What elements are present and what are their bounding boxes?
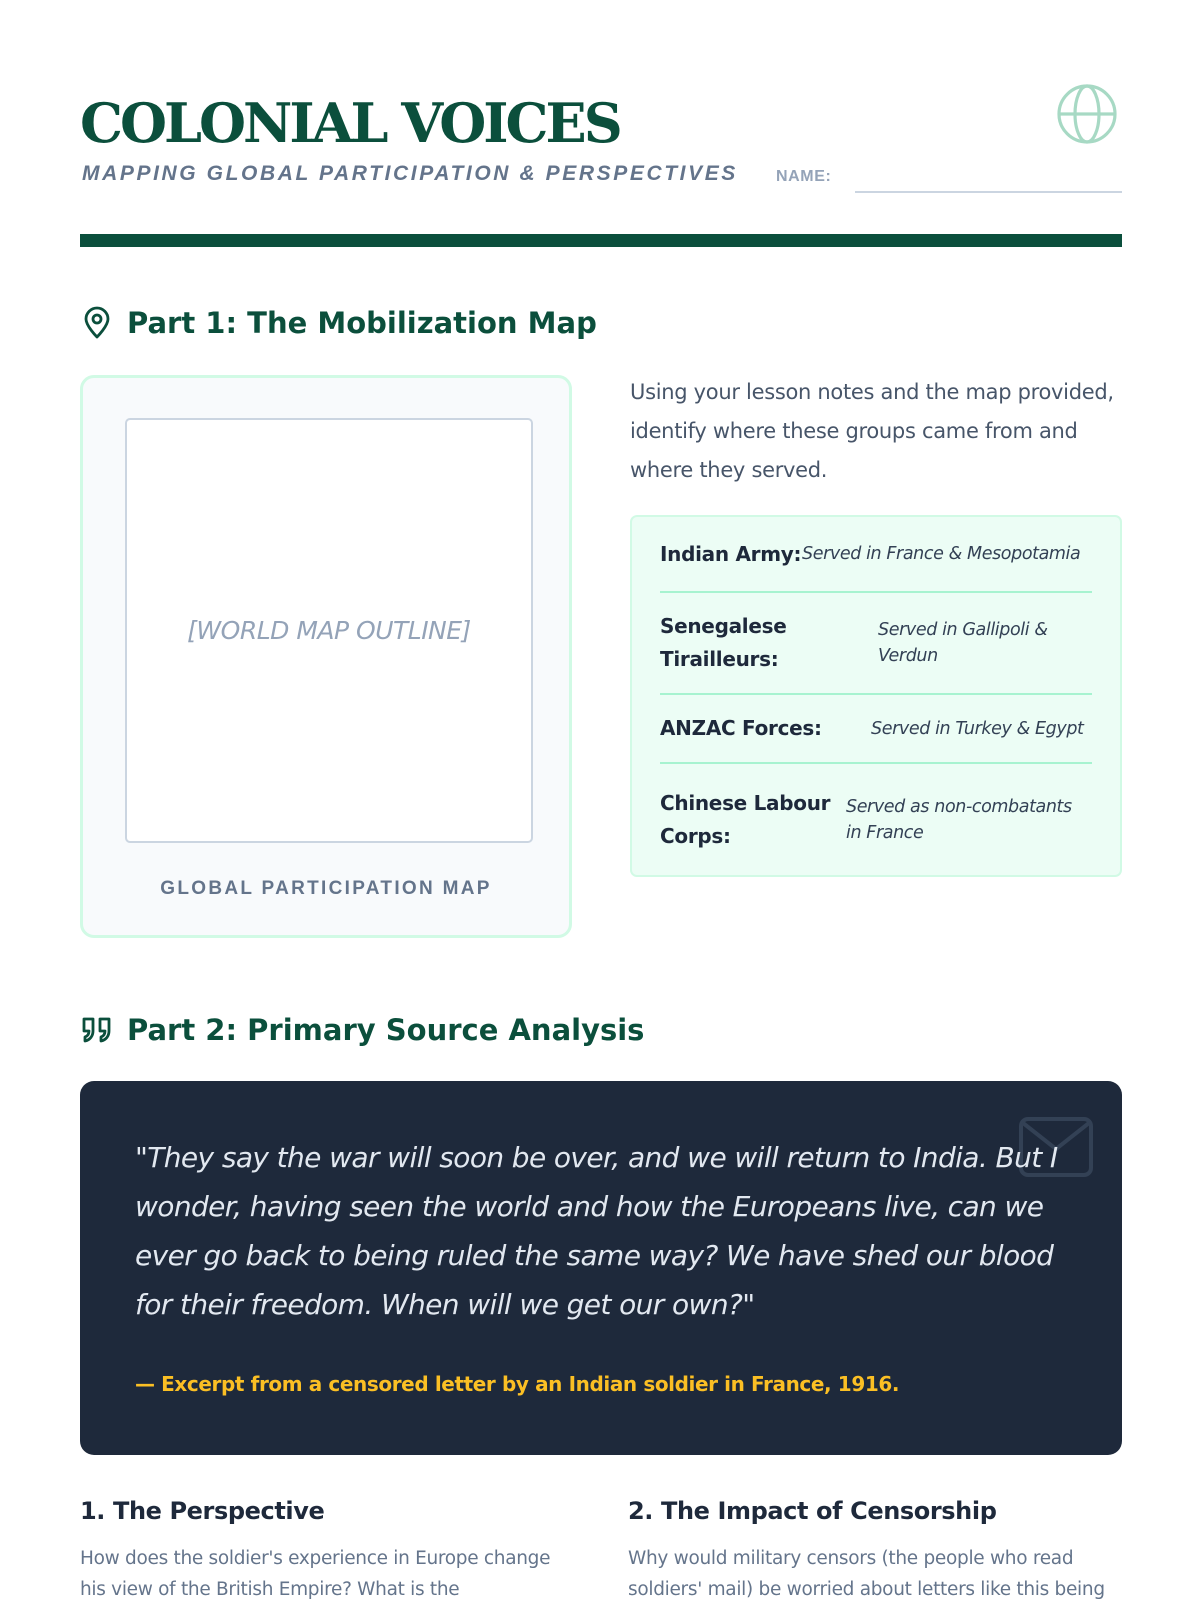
world-map-outline[interactable] <box>125 418 533 843</box>
question-2 <box>628 1497 1113 1605</box>
group-served: Served in Gallipoli & Verdun <box>878 620 1048 666</box>
map-pin-icon <box>80 306 114 340</box>
group-name: Indian Army: <box>660 541 802 566</box>
header-rule <box>80 234 1122 247</box>
question-prompt: Why would military censors (the people who read soldiers' mail) be worried about letters like this being <box>628 1548 1105 1600</box>
question-prompt: How does the soldier's experience in Europe change his view of the British Empire? What is the <box>80 1548 551 1600</box>
group-served: Served as non-combatants in France <box>845 796 1072 843</box>
group-name: ANZAC Forces: <box>660 716 822 740</box>
letter-quote: "They say the war will soon be over, and we will return to India. But I wonder, having seen the world and how the Europeans live, can we ever go back to being ruled the same way? We have shed our blood for their freedom. When will we get our own?" <box>135 1141 1058 1321</box>
part2-title: Part 2: Primary Source Analysis <box>127 1013 645 1047</box>
map-placeholder: [WORLD MAP OUTLINE] <box>187 616 471 645</box>
group-served: Served in Turkey & Egypt <box>871 718 1084 739</box>
worksheet-title: COLONIAL VOICES <box>80 91 620 155</box>
part2-heading <box>80 1013 644 1047</box>
part1-heading <box>80 306 597 340</box>
part1-title: Part 1: The Mobilization Map <box>127 306 597 340</box>
list-item <box>660 764 1092 875</box>
part1-instructions: Using your lesson notes and the map provided, identify where these groups came from and where they served. <box>630 380 1114 482</box>
name-label: NAME: <box>776 168 832 185</box>
group-served: Served in France & Mesopotamia <box>802 544 1081 564</box>
group-name: Senegalese Tirailleurs: <box>660 614 787 671</box>
name-field[interactable] <box>855 191 1122 193</box>
worksheet-subtitle: MAPPING GLOBAL PARTICIPATION & PERSPECTIVES <box>82 162 738 185</box>
primary-source-card <box>80 1081 1122 1455</box>
question-1 <box>80 1497 565 1605</box>
quote-icon <box>80 1013 114 1047</box>
map-card <box>80 375 572 938</box>
list-item <box>660 593 1092 695</box>
group-name: Chinese Labour Corps: <box>660 790 831 848</box>
map-caption: GLOBAL PARTICIPATION MAP <box>160 878 492 899</box>
quote-citation: — Excerpt from a censored letter by an Indian soldier in France, 1916. <box>135 1372 900 1396</box>
groups-list <box>630 515 1122 877</box>
list-item <box>660 695 1092 764</box>
question-title: 2. The Impact of Censorship <box>628 1497 997 1525</box>
list-item <box>660 517 1092 593</box>
question-title: 1. The Perspective <box>80 1497 325 1525</box>
globe-icon <box>1055 82 1119 146</box>
